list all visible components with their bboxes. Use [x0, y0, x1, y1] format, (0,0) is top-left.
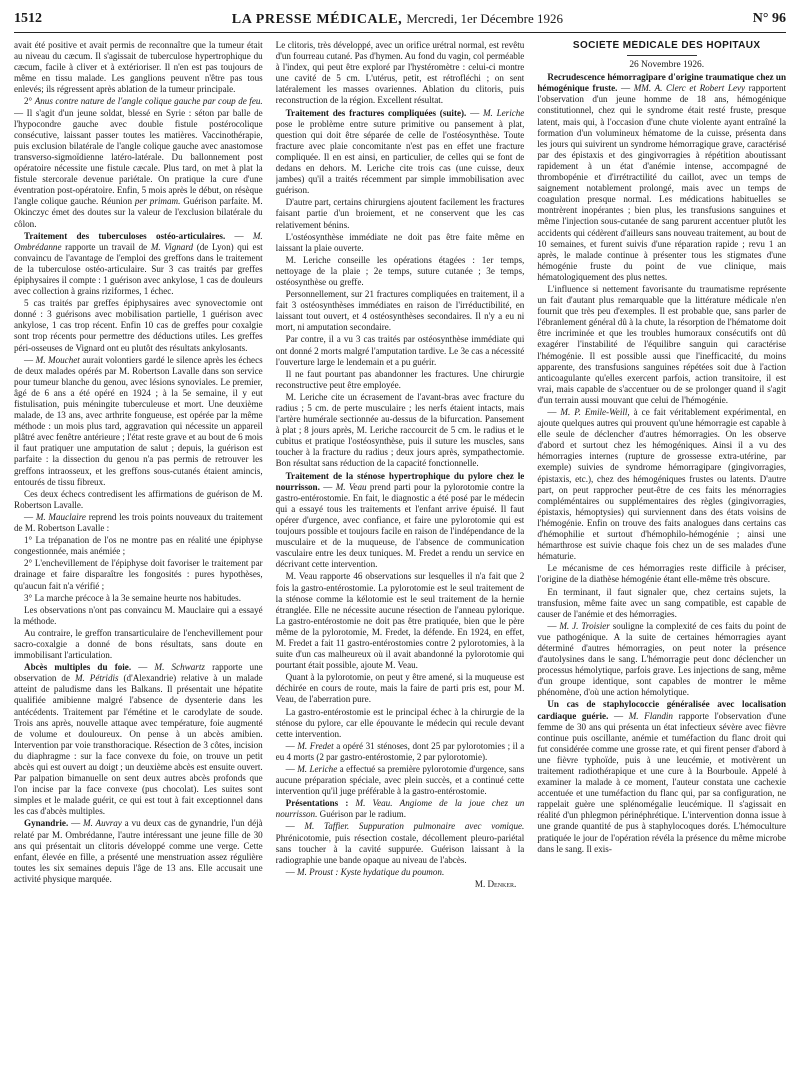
paragraph: 2° Anus contre nature de l'angle colique gauche par coup de feu. — Il s'agit d'un jeune soldat, blessé en Syrie : séton par balle de l'hypocondre gauche avec double fistule postérocolique consécutive, laissant passer toutes les matières. Vaccinothérapie, puis exclusion bilatérale de l'angle colique gauche avec anastomose transverso-sigmoïdienne latéro-latérale. Du ballonnement post opératoire nécessite une fistule cæcale. Plus tard, on met à plat la fistule stercorale devenue pariétale. On pratique la cure d'une éventration post-opératoire. Enfin, 5 mois après le début, on résèque l'angle colique gauche. Réunion per primam. Guérison parfaite. M. Okinczyc émet des doutes sur la valeur de l'exclusion bilatérale du côlon.	[14, 96, 263, 229]
paragraph: Personnellement, sur 21 fractures compliquées en traitement, il a fait 3 ostéosynthèses immédiates en raison de l'irréductibilité, en laissant tout ouvert, et 4 ostéosynthèses secondaires. Il n'y a eu ni mort, ni amputation secondaire.	[275, 289, 525, 333]
section-title: Traitement de la sténose hypertrophique du pylore chez le nourrisson.	[275, 470, 525, 492]
society-title: SOCIÉTÉ MÉDICALE DES HOPITAUX	[572, 40, 761, 51]
author-name: M. Auvray	[83, 818, 122, 829]
paragraph: Les observations n'ont pas convaincu M. Mauclaire qui a essayé la méthode.	[14, 604, 263, 626]
signature: M. Denker.	[474, 878, 517, 889]
author-name: M. Proust :	[297, 866, 339, 877]
paragraph: — M. Leriche a effectué sa première pylorotomie d'urgence, sans aucune préparation spéciale, avec plein succès, et a continué cette intervention qu'il juge préférable à la gastro-entérostomie.	[275, 764, 525, 797]
author-name: M. Leriche	[482, 107, 525, 118]
paragraph: Quant à la pylorotomie, on peut y être amené, si la muqueuse est déchirée en cours de route, mais la faire de parti pris est, pour M. Veau, de l'aberration pure.	[275, 672, 525, 705]
author-name: M. Mauclaire	[35, 511, 86, 522]
paragraph: — M. Mouchet aurait volontiers gardé le silence après les échecs de deux malades opérés par M. Robertson Lavalle dans son service pour tumeur blanche du genou, avec lésions synoviales. Le premier, âgé de 6 ans a été opéré en 1924 ; à la 5e semaine, il y eut fistulisation, puis méningite tuberculeuse et mort. Une deuxième malade, de 13 ans, avec arthrite fongueuse, est opérée par la même méthode : un mois plus tard, aggravation qui nécessite un appareil plâtré avec fenêtre antérieure ; l'état reste grave et au bout de 6 mois il faut pratiquer une amputation de salut ; depuis, la guérison est parfaite : la dissection du genou n'a pas permis de retrouver les greffons intraosseux, et les greffons sous-cutanés étaient amincis, entourés de tissu fibreux.	[14, 354, 263, 487]
author-name: M. Veau.	[355, 798, 393, 809]
section-paragraph: Recrudescence hémorragipare d'origine traumatique chez un hémogénique fruste. — MM. A. Clerc et Robert Levy rapportent l'observation d'un jeune homme de 18 ans, hémogénique constitutionnel, chez qui le syndrome était resté fruste, presque latent, mais qui, à l'occasion d'une chute violente ayant entraîné la formation d'un volumineux hématome de la cuisse, présenta dans les jours qui suivirent un syndrome hémorragique grave, caractérisé par des épistaxis et des gingivorragies à répétition aboutissant rapidement à un état d'anémie intense, accompagné de thrombopénie et d'irrétractilité du caillot, avec un temps de saignement notablement prolongé, mais avec un temps de coagulation presque normal. Les médications habituelles se montrèrent inopérantes ; bien plus, les transfusions sanguines et même l'injection sous-cutanée de sang parurent accentuer plutôt les accidents qui cédèrent d'ailleurs sans nouveau traitement, au bout de 10 semaines, et furent suivis d'une réparation rapide ; revu 1 an après, le malade continue à présenter tous les stigmates d'une hémogénie fruste du point de vue clinique, mais hématologiquement des plus nettes.	[537, 72, 786, 282]
section-title: Recrudescence hémorragipare d'origine traumatique chez un hémogénique fruste.	[537, 72, 786, 94]
paragraph: — M. Mauclaire reprend les trois points nouveaux du traitement de M. Robertson Lavalle :	[14, 511, 263, 534]
paragraph: — M. Fredet a opéré 31 sténoses, dont 25 par pylorotomies ; il a eu 4 morts (2 par gastro-entérostomie, 2 par pylorotomie).	[275, 740, 525, 762]
author-name: M. J. Troisier	[559, 620, 610, 631]
issue-number: N° 96	[752, 11, 786, 26]
paragraph: Il ne faut pourtant pas abandonner les fractures. Une chirurgie reconstructive peut être employée.	[275, 368, 525, 390]
author-name: M. Pétridis	[74, 673, 119, 684]
presentation: — M. Taffier. Suppuration pulmonaire avec vomique. Phrénicotomie, puis résection costale, décollement pleuro-pariétal sans toucher à la cavité suppurée. Guérison laissant à la radiographie une bande opaque au niveau de l'abcès.	[275, 821, 525, 865]
paragraph: L'influence si nettement favorisante du traumatisme représente un fait d'autant plus remarquable que la littérature médicale n'en fournit que très peu d'exemples. Il est probable que, sans parler de l'ébranlement général dû à la chute, la résorption de l'hématome doit être incriminée et que les troubles humoraux consécutifs ont dû exagérer l'instabilité de l'équilibre sanguin qui caractérise l'hémogénie. Il est possible aussi que l'inefficacité, du moins apparente, des transfusions sanguines répétées soit due à l'action anticoagulante qu'elles exercent parfois, action transitoire, il est vrai, mais capable de s'accentuer ou de se prolonger quand il s'agit d'un terrain aussi mouvant que celui de l'hémogénie.	[537, 283, 786, 405]
paragraph: 1° La trépanation de l'os ne montre pas en réalité une épiphyse congestionnée, mais anémiée ;	[14, 535, 263, 557]
author-name: M. P. Emile-Weill,	[560, 407, 630, 417]
paragraph: 3° La marche précoce à la 3e semaine heurte nos habitudes.	[24, 592, 241, 603]
paragraph: D'autre part, certains chirurgiens ajoutent facilement les fractures faisant partie d'un broiement, et ne conservent que les cas relativement bénins.	[275, 197, 525, 230]
section-title: Traitement des fractures compliquées (suite).	[285, 107, 467, 118]
journal-title	[232, 11, 563, 28]
article-columns	[14, 40, 786, 1076]
paragraph: 5 cas traités par greffes épiphysaires avec synovectomie ont donné : 3 guérisons avec mobilisation partielle, 1 guérison avec ankylose, 1 cas trop récent. Enfin 10 cas de greffes pour coxalgie sont trop récents pour permettre des déductions utiles. Les greffes péri-osseuses de Vignard ont eu plutôt des résultats ankylosants.	[14, 298, 263, 353]
section-paragraph: Traitement des tuberculoses ostéo-articulaires. — M. Ombrédanne rapporte un travail de M. Vignard (de Lyon) qui est convaincu de l'avantage de l'emploi des greffons dans le traitement de la tuberculose ostéo-articulaire. Sur 3 cas traités par greffes épiphysaires il compte : 1 guérison avec ankylose, 1 cas de douleurs avec collection à grains riziformes, 1 échec.	[14, 230, 263, 297]
presentations: Présentations : M. Veau. Angiome de la joue chez un nourrisson. Guérison par le radium.	[275, 798, 525, 820]
paragraph: Le clitoris, très développé, avec un orifice urétral normal, est revêtu d'un fourreau cutané. Pas d'hymen. Au fond du vagin, col perméable à l'index, qui peut être exploré par l'hystéromètre : celui-ci montre une cavité de 5 cm. L'utérus, petit, est rétrofléchi ; on sent latéralement les masses ovariennes. Ablation du clitoris, puis reconstruction de la région. Excellent résultat.	[275, 40, 525, 106]
author-name: MM. A. Clerc et Robert Levy	[633, 83, 746, 94]
section-paragraph: Un cas de staphylococcie généralisée avec localisation cardiaque guérie. — M. Flandin rapporte l'observation d'une femme de 30 ans qui présenta un état infectieux sévère avec fièvre continue puis oscillante, anémie et tuméfaction du flanc droit qui fut considérée comme une grosse rate, et qui firent penser d'abord à une fièvre typhoïde, puis à une leucémie, et motivèrent un traitement radiothérapique et une cure à la Bourboule. Appelé à examiner la malade à ce moment, l'auteur constata une cachexie accentuée et une tuméfaction du flanc qui, par sa configuration, ne rappelait guère une splénomégalie leucémique. Il s'agissait en réalité d'un phlegmon périnéphrétique. L'intervention donna issue à une grande quantité de pus à staphylocoques dorés. L'hémoculture pratiquée le jour de l'opération révéla la présence du même microbe dans le sang. Il exis-	[537, 699, 786, 854]
author-name: M. Leriche	[297, 764, 338, 774]
paragraph: Ces deux échecs contredisent les affirmations de guérison de M. Robertson Lavalle.	[14, 488, 263, 510]
section-paragraph: Abcès multiples du foie. — M. Schwartz rapporte une observation de M. Pétridis (d'Alexandrie) relative à un malade atteint de paludisme dans les Balkans. Il présentait une hépatite qualifiée amibienne malgré l'absence de dysenterie dans les antécédents. Traitement par l'émétine et le carodylate de soude. Trois ans après, nouvelle attaque avec température, foie augmenté de volume et douloureux. On pense à un abcès amibien. Intervention par voie transthoracique. Résection de 3 côtes, incision du diaphragme : sur la face convexe du foie, on trouve un petit abcès qui est ouvert au doigt ; un deuxième abcès est ensuite ouvert. Par palpation bimanuelle on sent deux autres abcès profonds que l'on incise par la face convexe (pus chocolat). Les suites sont simples et le malade guérit, ce qui est tout à fait exceptionnel dans les cas d'abcès multiples.	[14, 662, 263, 817]
paragraph: — M. P. Emile-Weill, à ce fait véritablement expérimental, en ajoute quelques autres qui prouvent qu'une hémorragie est capable à elle seule de déclencher d'autres hémorragies. On les observe d'abord et surtout chez les hémogéniques. Ainsi il a vu des hémorragies internes (rupture de grossesse extra-utérine, par exemple) suivies de syndrome hémorragipare (gingivorragies, épistaxis, etc.), chez des hémogéniques frustes ou latents. D'autre part, on peut rapprocher peut-être de ces faits les ménorragies compléméntaires ou supplémentaires des règles (gingivorragies, épistaxis, hémoptysies) qui surviennent dans des états voisins de l'hémogénie. Enfin on trouve des faits analogues dans certains cas d'hémophilie et surtout d'hémophilo-hémogénie ; ainsi une hémarthrose est suivie chaque fois chez un de ses malades d'une hématurie.	[537, 407, 786, 562]
page-number: 1512	[14, 11, 42, 26]
presentation: — M. Proust : Kyste hydatique du poumon.	[285, 866, 445, 877]
column-2	[276, 40, 525, 1076]
section-paragraph: Traitement des fractures compliquées (suite). — M. Leriche pose le problème entre suture primitive ou pansement à plat, question qui doit être séparée de celle de l'ostéosynthèse. Toute fracture avec plaie concomitante n'est pas en effet une fracture compliquée. Il en est ainsi, en particulier, de celles qui se font de dedans en dehors. M. Leriche cite trois cas (une cuisse, deux jambes) qu'il a traités récemment par simple immobilisation avec guérison.	[275, 107, 525, 196]
issue-date: Mercredi, 1er Décembre 1926	[406, 10, 564, 26]
paragraph: L'ostéosynthèse immédiate ne doit pas être faite même en laissant la plaie ouverte.	[275, 231, 525, 253]
paragraph: avait été positive et avait permis de reconnaître que la tumeur était au niveau du cæcum. Il s'agissait de tuberculose hypertrophique du cæcum, facile à cliver et à extérioriser. Il n'en est pas toujours de même en tissu malade. Les ganglions peuvent n'être pas tous enlevés; ils régressent après ablation de la tumeur principale.	[14, 40, 263, 95]
session-date: 26 Novembre 1926.	[629, 60, 705, 71]
section-title: Un cas de staphylococcie généralisée avec localisation cardiaque guérie.	[537, 699, 786, 721]
paragraph: M. Leriche conseille les opérations étagées : 1er temps, nettoyage de la plaie ; 2e temps, suture cutanée ; 3e temps, ostéosynthèse ou greffe.	[275, 254, 525, 287]
section-title: Traitement des tuberculoses ostéo-articulaires.	[24, 230, 226, 241]
author-name: M. Ombrédanne	[14, 230, 263, 252]
author-name: M. Taffier.	[304, 821, 350, 832]
column-3	[537, 40, 786, 1076]
journal-name: LA PRESSE MÉDICALE,	[231, 11, 403, 27]
paragraph: Le mécanisme de ces hémorragies reste difficile à préciser, l'origine de la diathèse hémogénie étant elle-même très obscure.	[537, 563, 786, 585]
author-name: M. Vignard	[150, 241, 194, 252]
paragraph: 2° L'enchevillement de l'épiphyse doit favoriser le traitement par drainage et faire disparaître les fongosités : pures hypothèses, qu'aucun fait n'a vérifié ;	[14, 558, 263, 591]
case-title: Anus contre nature de l'angle colique gauche par coup de feu.	[34, 96, 263, 107]
title-rule	[627, 55, 697, 56]
author-name: M. Fredet	[297, 740, 334, 751]
author-name: M. Mouchet	[35, 354, 80, 365]
author-name: M. Veau	[335, 481, 367, 492]
section-paragraph: Gynandrie. — M. Auvray a vu deux cas de gynandrie, l'un déjà relaté par M. Ombrédanne, l'autre intéressant une jeune fille de 30 ans qui présentait un clitoris développé comme une verge. Cette enfant, élevée en fille, a présenté une menstruation assez régulière toutes les six semaines depuis l'âge de 13 ans. Elle accusait une activité physique marquée.	[14, 818, 263, 884]
presentations-label: Présentations :	[285, 798, 349, 809]
author-name: M. Flandin	[628, 710, 673, 721]
author-name: M. Schwartz	[154, 662, 205, 673]
page-header	[14, 6, 786, 33]
paragraph: M. Veau rapporte 46 observations sur lesquelles il n'a fait que 2 fois la gastro-entérostomie. La pylorotomie est le seul traitement de la sténose comme la kélotomie est le seul traitement de la hernie étranglée. Elle ne nécessite aucune résection de l'anneau pylorique. La gastro-entérostomie ne doit pas être pratiquée, bien que le père même de la pylorotomie, M. Fredet, la défende. En 1924, en effet, M. Fredet a fait 11 gastro-entérostomies contre 2 pylorotomies, à la suite d'un cas malheureux où il avait abandonné la pylorotomie qui pourtant était possible, ajoute M. Veau.	[275, 571, 525, 671]
paragraph: M. Leriche cite un écrasement de l'avant-bras avec fracture du radius ; 5 cm. de perte musculaire ; les nerfs étaient intacts, mais l'artère humérale sectionnée au-dessus de la bifurcation. Pansement à plat ; 8 jours après, M. Leriche raccourcit de 5 cm. le radius et le cubitus et pratique l'ostéosynthèse, puis il suture les muscles, sans toucher à la fracture du radius ; deux jours après, sympathectomie. Bon résultat sans réduction de la capacité fonctionnelle.	[275, 391, 525, 469]
paragraph: La gastro-entérostomie est le principal échec à la chirurgie de la sténose du pylore, car elle épouvante le médecin qui recule devant cette intervention.	[275, 706, 525, 739]
section-title: Gynandrie.	[24, 818, 69, 829]
column-1	[14, 40, 263, 1076]
paragraph: En terminant, il faut signaler que, chez certains sujets, la transfusion, même faite avec un sang compatible, est capable de causer de l'anémie et des hémorragies.	[537, 586, 786, 619]
section-paragraph: Traitement de la sténose hypertrophique du pylore chez le nourrisson. — M. Veau prend parti pour la pylorotomie contre la gastro-entérostomie. En fait, le diagnostic a été posé par le médecin qui a essayé tous les traitements et l'enfant arrive épuisé. Il faut opérer d'urgence, avec confiance, et faire une pylorotomie qui est toujours possible et toujours facile en raison de l'indépendance de la musculaire et de la muqueuse, de l'absence de communication vasculaire entre les deux tuniques. M. Fredet a rendu un service en décrivant cette intervention.	[275, 470, 525, 570]
paragraph: Au contraire, le greffon transarticulaire de l'enchevillement pour sacro-coxalgie a donné de bons résultats, sans doute en immobilisant l'articulation.	[14, 627, 263, 661]
paragraph: — M. J. Troisier souligne la complexité de ces faits du point de vue pathogénique. A la suite de certaines hémorragies ayant déterminé d'autres hémorragies, on peut noter la présence d'autolysines dans le sang. L'hémorragie peut donc déclencher un processus hémolytique, parfois grave. Les injections de sang, même d'un groupe identique, sont capables de montrer le même phénomène, d'où une action hémolytique.	[537, 620, 786, 698]
section-title: Abcès multiples du foie.	[24, 662, 132, 673]
paragraph: Par contre, il a vu 3 cas traités par ostéosynthèse immédiate qui ont donné 2 morts malgré l'amputation tardive. Le 3e cas a nécessité l'ouverture large le lendemain et a pu guérir.	[275, 334, 525, 367]
